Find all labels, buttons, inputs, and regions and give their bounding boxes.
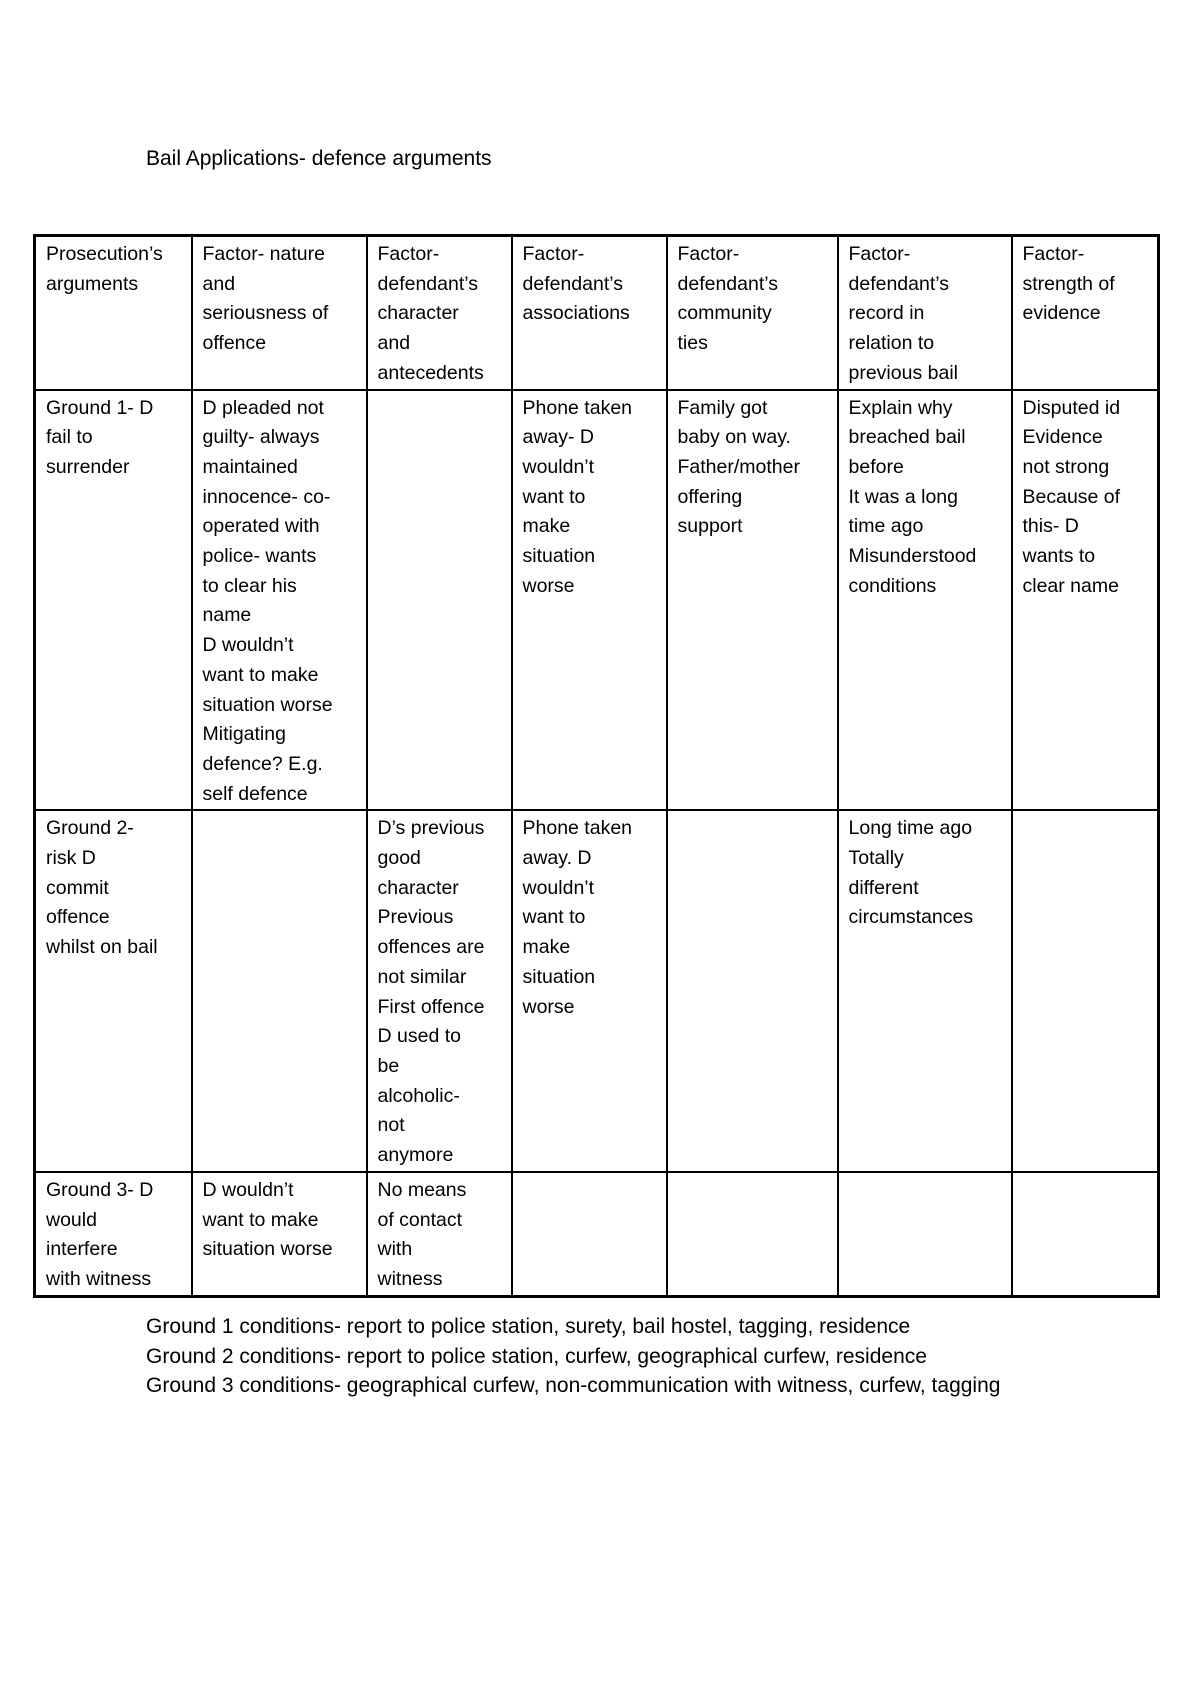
bail-arguments-table bbox=[33, 234, 1160, 1298]
cell-text-line: It was a long bbox=[848, 485, 958, 508]
cell-text-line: D wouldn’t bbox=[202, 1178, 294, 1201]
cell-text-line: D pleaded not bbox=[202, 396, 324, 419]
cell-text-line: before bbox=[848, 455, 904, 478]
cell-text-line: operated with bbox=[202, 515, 320, 538]
cell-text-line: fail to bbox=[46, 426, 93, 449]
cell-text-line: previous bail bbox=[848, 361, 958, 384]
cell-text-line: worse bbox=[522, 995, 575, 1018]
table-cell bbox=[35, 810, 192, 1171]
cell-text-line: commit bbox=[46, 876, 109, 899]
cell-text-line: antecedents bbox=[377, 361, 484, 384]
cell-text-line: D wouldn’t bbox=[202, 634, 294, 657]
cell-text-line: Long time ago bbox=[848, 817, 973, 840]
cell-text-line: Phone taken bbox=[522, 396, 633, 419]
cell-text-line: defendant’s bbox=[377, 272, 478, 295]
table-cell bbox=[667, 390, 838, 811]
cell-text-line: associations bbox=[522, 302, 630, 325]
cell-text-line: Factor- nature bbox=[202, 243, 325, 265]
cell-text-line: Ground 1- D bbox=[46, 396, 154, 419]
cell-text-line: Factor- bbox=[848, 243, 911, 265]
cell-text-line: Factor- bbox=[677, 243, 740, 265]
cell-text-line: situation bbox=[522, 545, 596, 568]
cell-text-line: D used to bbox=[377, 1025, 461, 1048]
cell-text-line: offering bbox=[677, 485, 743, 508]
cell-text-line: good bbox=[377, 847, 421, 870]
ground-3-conditions: Ground 3 conditions- geographical curfew, non-communication with witness, curfew, tagging bbox=[146, 1374, 1001, 1397]
cell-text-line: D’s previous bbox=[377, 817, 485, 840]
table-row-ground-2 bbox=[35, 810, 1159, 1171]
table-cell bbox=[192, 810, 367, 1171]
cell-text-line: offence bbox=[46, 906, 110, 929]
cell-text-line: conditions bbox=[848, 574, 937, 597]
cell-text-line: be bbox=[377, 1054, 400, 1077]
cell-text-line: and bbox=[377, 332, 411, 355]
cell-text-line: Disputed id bbox=[1022, 396, 1121, 419]
table-cell bbox=[192, 1172, 367, 1296]
cell-text-line: No means bbox=[377, 1178, 467, 1201]
cell-text-line: innocence- co- bbox=[202, 485, 331, 508]
table-cell bbox=[838, 810, 1012, 1171]
table-cell bbox=[192, 390, 367, 811]
cell-text-line: would bbox=[46, 1208, 97, 1231]
ground-1-conditions: Ground 1 conditions- report to police station, surety, bail hostel, tagging, residence bbox=[146, 1315, 911, 1338]
cell-text-line: evidence bbox=[1022, 302, 1101, 325]
cell-text-line: self defence bbox=[202, 782, 308, 805]
cell-text-line: to clear his bbox=[202, 574, 297, 597]
cell-text-line: Prosecution’s bbox=[46, 243, 163, 265]
header-cell bbox=[667, 236, 838, 390]
cell-text-line: relation to bbox=[848, 332, 935, 355]
cell-text-line: character bbox=[377, 876, 459, 899]
cell-text-line: support bbox=[677, 515, 743, 538]
cell-text-line: want to make bbox=[202, 1208, 319, 1231]
table-cell bbox=[667, 810, 838, 1171]
cell-text-line: name bbox=[202, 604, 252, 627]
cell-text-line: wouldn’t bbox=[522, 455, 595, 478]
cell-text-line: police- wants bbox=[202, 545, 317, 568]
table-cell bbox=[367, 810, 512, 1171]
cell-text-line: worse bbox=[522, 574, 575, 597]
cell-text-line: wants to bbox=[1022, 545, 1096, 568]
table-cell bbox=[512, 390, 667, 811]
cell-text-line: breached bail bbox=[848, 426, 966, 449]
cell-text-line: not strong bbox=[1022, 455, 1110, 478]
document-title: Bail Applications- defence arguments bbox=[146, 147, 492, 170]
cell-text-line: situation worse bbox=[202, 693, 333, 716]
cell-text-line: not similar bbox=[377, 965, 467, 988]
cell-text-line: record in bbox=[848, 302, 925, 325]
cell-text-line: interfere bbox=[46, 1238, 118, 1261]
cell-text-line: witness bbox=[377, 1267, 443, 1290]
cell-text-line: Factor- bbox=[1022, 243, 1085, 265]
table-cell bbox=[838, 390, 1012, 811]
table-cell bbox=[367, 1172, 512, 1296]
cell-text-line: Factor- bbox=[377, 243, 440, 265]
header-cell bbox=[838, 236, 1012, 390]
bail-conditions-list bbox=[146, 1312, 1000, 1401]
table-cell bbox=[512, 1172, 667, 1296]
cell-text-line: defendant’s bbox=[677, 272, 778, 295]
cell-text-line: make bbox=[522, 515, 571, 538]
cell-text-line: Ground 3- D bbox=[46, 1178, 154, 1201]
cell-text-line: whilst on bail bbox=[46, 936, 158, 959]
table-cell bbox=[367, 390, 512, 811]
cell-text-line: circumstances bbox=[848, 906, 974, 929]
table-cell bbox=[35, 390, 192, 811]
cell-text-line: make bbox=[522, 936, 571, 959]
cell-text-line: First offence bbox=[377, 995, 485, 1018]
cell-text-line: clear name bbox=[1022, 574, 1119, 597]
cell-text-line: offence bbox=[202, 332, 267, 355]
table-header-row bbox=[35, 236, 1159, 390]
cell-text-line: Because of bbox=[1022, 485, 1121, 508]
cell-text-line: alcoholic- bbox=[377, 1084, 460, 1107]
cell-text-line: different bbox=[848, 876, 919, 899]
cell-text-line: ties bbox=[677, 332, 708, 355]
cell-text-line: Factor- bbox=[522, 243, 585, 265]
cell-text-line: guilty- always bbox=[202, 426, 320, 449]
cell-text-line: defence? E.g. bbox=[202, 752, 323, 775]
cell-text-line: defendant’s bbox=[848, 272, 949, 295]
cell-text-line: Phone taken bbox=[522, 817, 633, 840]
header-cell bbox=[35, 236, 192, 390]
cell-text-line: surrender bbox=[46, 455, 130, 478]
table-row-ground-1 bbox=[35, 390, 1159, 811]
cell-text-line: Family got bbox=[677, 396, 768, 419]
table-cell bbox=[512, 810, 667, 1171]
cell-text-line: time ago bbox=[848, 515, 924, 538]
cell-text-line: situation worse bbox=[202, 1238, 333, 1261]
cell-text-line: character bbox=[377, 302, 459, 325]
cell-text-line: Mitigating bbox=[202, 723, 286, 746]
cell-text-line: away. D bbox=[522, 847, 592, 870]
table-cell bbox=[667, 1172, 838, 1296]
cell-text-line: want to bbox=[522, 485, 586, 508]
cell-text-line: Totally bbox=[848, 847, 904, 870]
cell-text-line: Previous bbox=[377, 906, 454, 929]
table-cell bbox=[1012, 1172, 1159, 1296]
cell-text-line: risk D bbox=[46, 847, 96, 870]
table-cell bbox=[838, 1172, 1012, 1296]
cell-text-line: anymore bbox=[377, 1144, 454, 1167]
cell-text-line: of contact bbox=[377, 1208, 463, 1231]
header-cell bbox=[1012, 236, 1159, 390]
cell-text-line: and bbox=[202, 272, 236, 295]
table-cell bbox=[35, 1172, 192, 1296]
cell-text-line: with witness bbox=[46, 1267, 152, 1290]
cell-text-line: community bbox=[677, 302, 772, 325]
cell-text-line: Explain why bbox=[848, 396, 953, 419]
header-cell bbox=[192, 236, 367, 390]
cell-text-line: wouldn’t bbox=[522, 876, 595, 899]
cell-text-line: Father/mother bbox=[677, 455, 800, 478]
table-cell bbox=[1012, 390, 1159, 811]
cell-text-line: want to make bbox=[202, 663, 319, 686]
cell-text-line: defendant’s bbox=[522, 272, 623, 295]
cell-text-line: with bbox=[377, 1238, 413, 1261]
cell-text-line: baby on way. bbox=[677, 426, 791, 449]
cell-text-line: arguments bbox=[46, 272, 139, 295]
cell-text-line: Misunderstood bbox=[848, 545, 977, 568]
table-cell bbox=[1012, 810, 1159, 1171]
header-cell bbox=[512, 236, 667, 390]
cell-text-line: offences are bbox=[377, 936, 485, 959]
cell-text-line: not bbox=[377, 1114, 405, 1137]
cell-text-line: Evidence bbox=[1022, 426, 1103, 449]
ground-2-conditions: Ground 2 conditions- report to police station, curfew, geographical curfew, residence bbox=[146, 1344, 927, 1368]
cell-text-line: away- D bbox=[522, 426, 595, 449]
cell-text-line: Ground 2- bbox=[46, 817, 134, 840]
cell-text-line: maintained bbox=[202, 455, 298, 478]
cell-text-line: situation bbox=[522, 965, 596, 988]
cell-text-line: seriousness of bbox=[202, 302, 329, 325]
table-row-ground-3 bbox=[35, 1172, 1159, 1296]
header-cell bbox=[367, 236, 512, 390]
cell-text-line: want to bbox=[522, 906, 586, 929]
cell-text-line: this- D bbox=[1022, 515, 1079, 538]
cell-text-line: strength of bbox=[1022, 272, 1115, 295]
